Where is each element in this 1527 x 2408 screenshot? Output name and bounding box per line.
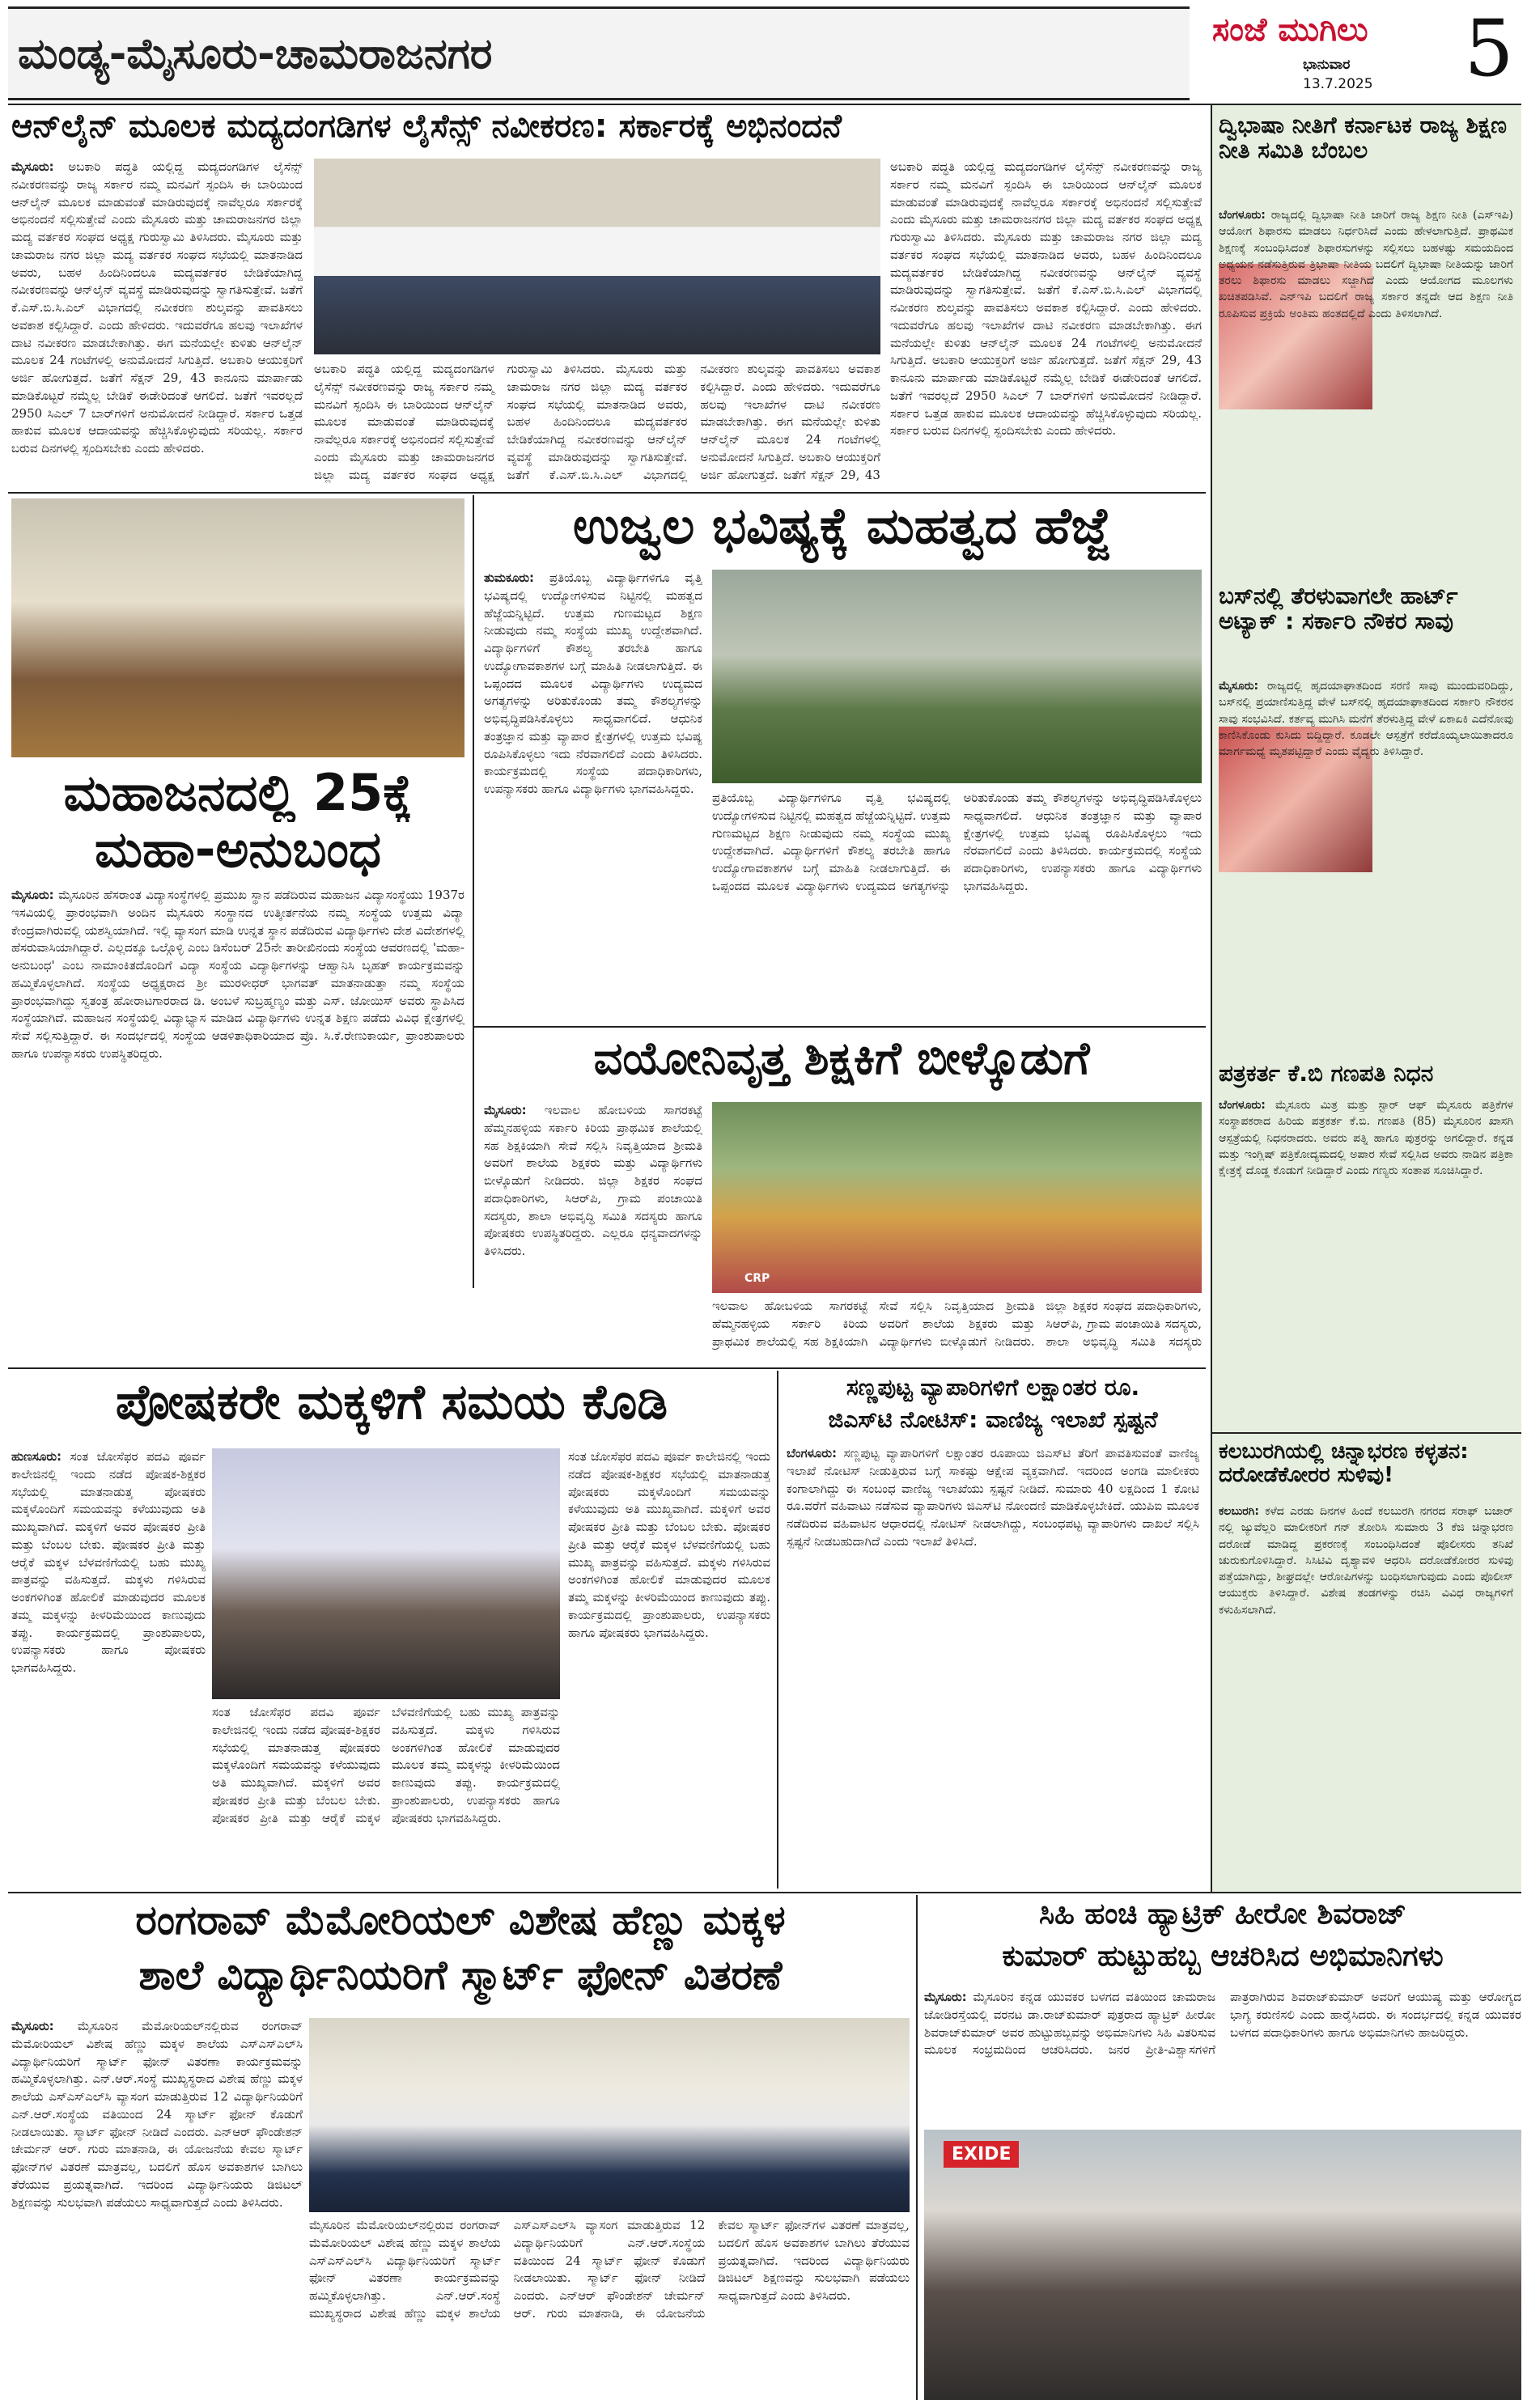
sidebar-2-body [1219,678,1513,994]
article-7-body-bottom [309,2217,910,2398]
sidebar-3-text: ಮೈಸೂರು ಮಿತ್ರ ಮತ್ತು ಸ್ಟಾರ್ ಆಫ್ ಮೈಸೂರು ಪತ್ರಿಕೆಗಳ ಸಂಸ್ಥಾಪಕರಾದ ಹಿರಿಯ ಪತ್ರಕರ್ತ ಕೆ.ಬಿ. ಗಣಪತಿ (85) ಮೈಸೂರಿನ ಖಾಸಗಿ ಆಸ್ಪತ್ರೆಯಲ್ಲಿ ನಿಧನರಾದರು. ಅವರು ಪತ್ನಿ ಹಾಗೂ ಪುತ್ರರನ್ನು ಅಗಲಿದ್ದಾರೆ. ಕನ್ನಡ ಮತ್ತು ಇಂಗ್ಲಿಷ್ ಪತ್ರಿಕೋದ್ಯಮದಲ್ಲಿ ಅಪಾರ ಸೇವೆ ಸಲ್ಲಿಸಿದ ಅವರು ನಾಡಿನ ಪತ್ರಿಕಾ ಕ್ಷೇತ್ರಕ್ಕೆ ದೊಡ್ಡ ಕೊಡುಗೆ ನೀಡಿದ್ದಾರೆ ಎಂದು ಗಣ್ಯರು ಸಂತಾಪ ಸೂಚಿಸಿದ್ದಾರೆ. [1219,1099,1513,1178]
article-1-text-right: ಅಬಕಾರಿ ಪದ್ಧತಿ ಯಲ್ಲಿದ್ದ ಮದ್ಯದಂಗಡಿಗಳ ಲೈಸೆನ್ಸ್ ನವೀಕರಣವನ್ನು ರಾಜ್ಯ ಸರ್ಕಾರ ನಮ್ಮ ಮನವಿಗೆ ಸ್ಪಂದಿಸಿ ಈ ಬಾರಿಯಿಂದ ಆನ್‌ಲೈನ್ ಮೂಲಕ ಮಾಡುವಂತೆ ಮಾಡಿರುವುದಕ್ಕೆ ನಾವೆಲ್ಲರೂ ಸರ್ಕಾರಕ್ಕೆ ಅಭಿನಂದನೆ ಸಲ್ಲಿಸುತ್ತೇವೆ ಎಂದು ಮೈಸೂರು ಮತ್ತು ಚಾಮರಾಜನಗರ ಜಿಲ್ಲಾ ಮದ್ಯ ವರ್ತಕರ ಸಂಘದ ಅಧ್ಯಕ್ಷ ಗುರುಸ್ವಾಮಿ ತಿಳಿಸಿದರು. ಮೈಸೂರು ಮತ್ತು ಚಾಮರಾಜ ನಗರ ಜಿಲ್ಲಾ ಮದ್ಯ ವರ್ತಕರ ಸಂಘದ ಸಭೆಯಲ್ಲಿ ಮಾತನಾಡಿದ ಅವರು, ಬಹಳ ಹಿಂದಿನಿಂದಲೂ ಮದ್ಯವರ್ತಕರ ಬೇಡಿಕೆಯಾಗಿದ್ದ ನವೀಕರಣವನ್ನು ಆನ್‌ಲೈನ್ ವ್ಯವಸ್ಥೆ ಮಾಡಿರುವುದನ್ನು ಸ್ವಾಗತಿಸುತ್ತೇವೆ. ಜತೆಗೆ ಕೆ.ಎಸ್.ಬಿ.ಸಿ.ಎಲ್ ವಿಭಾಗದಲ್ಲಿ ನವೀಕರಣ ಶುಲ್ಕವನ್ನು ಪಾವತಿಸಲು ಅವಕಾಶ ಕಲ್ಪಿಸಿದ್ದಾರೆ. ಎಂದು ಹೇಳಿದರು. ಇದುವರೆಗೂ ಹಲವು ಇಲಾಖೆಗಳ ದಾಟಿ ನವೀಕರಣ ಮಾಡಬೇಕಾಗಿತ್ತು. ಈಗ ಮನೆಯಲ್ಲೇ ಕುಳಿತು ಆನ್‌ಲೈನ್ ಮೂಲಕ 24 ಗಂಟೆಗಳಲ್ಲಿ ಅನುಮೋದನೆ ಸಿಗುತ್ತಿದೆ. ಅಬಕಾರಿ ಆಯುಕ್ತರಿಗೆ ಅರ್ಜಿ ಹೋಗುತ್ತದೆ. ಜತೆಗೆ ಸೆಕ್ಷನ್ 29, 43 ಕಾನೂನು ಮಾರ್ಪಾಡು ಮಾಡಿಕೊಟ್ಟರೆ ನಮ್ಮೆಲ್ಲ ಬೇಡಿಕೆ ಈಡೇರಿದಂತೆ ಆಗಲಿದೆ. ಜತೆಗೆ ಇವರಲ್ಲದೆ 2950 ಸಿಎಲ್ 7 ಬಾರ್‌ಗಳಿಗೆ ಅನುಮೋದನೆ ನೀಡಿದ್ದಾರೆ. ಸರ್ಕಾರ ಒತ್ತಡ ಹಾಕುವ ಮೂಲಕ ಆದಾಯವನ್ನು ಹೆಚ್ಚಿಸಿಕೊಳ್ಳುವುದು ಸರಿಯಲ್ಲ. ಸರ್ಕಾರ ಬರುವ ದಿನಗಳಲ್ಲಿ ಸ್ಪಂದಿಸಬೇಕು ಎಂದು ಹೇಳಿದರು. [890,159,1202,439]
rule [8,492,1206,494]
article-4-body-bottom [712,1298,1202,1361]
issue-day: ಭಾನುವಾರ [1303,57,1351,73]
article-1-body-left [11,159,303,490]
article-4-photo [712,1102,1202,1293]
article-6-dateline: ಬೆಂಗಳೂರು: [787,1446,838,1460]
article-1-body-right [890,159,1202,490]
article-5-body-left [11,1448,206,1885]
exide-sign: EXIDE [944,2141,1019,2168]
sidebar-4-body [1219,1503,1513,1885]
article-1-photo [314,159,880,354]
article-7-text: ಮೈಸೂರಿನ ಮೆಮೋರಿಯಲ್‌ನಲ್ಲಿರುವ ರಂಗರಾವ್ ಮೆಮೋರಿಯಲ್ ವಿಶೇಷ ಹೆಣ್ಣು ಮಕ್ಕಳ ಶಾಲೆಯ ಎಸ್‌ಎಸ್‌ಎಲ್‌ಸಿ ವಿದ್ಯಾರ್ಥಿನಿಯರಿಗೆ ಸ್ಮಾರ್ಟ್ ಫೋನ್ ವಿತರಣಾ ಕಾರ್ಯಕ್ರಮವನ್ನು ಹಮ್ಮಿಕೊಳ್ಳಲಾಗಿತ್ತು. ಎನ್.ಆರ್.ಸಂಸ್ಥೆ ಮುಖ್ಯಸ್ಥರಾದ ವಿಶೇಷ ಹೆಣ್ಣು ಮಕ್ಕಳ ಶಾಲೆಯ ಎಸ್‌ಎಸ್‌ಎಲ್‌ಸಿ ವ್ಯಾಸಂಗ ಮಾಡುತ್ತಿರುವ 12 ವಿದ್ಯಾರ್ಥಿನಿಯರಿಗೆ ಎನ್.ಆರ್.ಸಂಸ್ಥೆಯ ವತಿಯಿಂದ 24 ಸ್ಮಾರ್ಟ್ ಫೋನ್ ಕೊಡುಗೆ ನೀಡಲಾಯಿತು. ಸ್ಮಾರ್ಟ್ ಫೋನ್ ನೀಡಿದೆ ಎಂದರು. ಎನ್‌ಆರ್ ಫೌಂಡೇಶನ್ ಚೇರ್ಮನ್ ಆರ್. ಗುರು ಮಾತನಾಡಿ, ಈ ಯೋಜನೆಯ ಕೇವಲ ಸ್ಮಾರ್ಟ್ ಫೋನ್‌ಗಳ ವಿತರಣೆ ಮಾತ್ರವಲ್ಲ, ಬದಲಿಗೆ ಹೊಸ ಅವಕಾಶಗಳ ಬಾಗಿಲು ತೆರೆಯುವ ಪ್ರಯತ್ನವಾಗಿದೆ. ಇದರಿಂದ ವಿದ್ಯಾರ್ಥಿನಿಯರು ಡಿಜಿಟಲ್ ಶಿಕ್ಷಣವನ್ನು ಸುಲಭವಾಗಿ ಪಡೆಯಲು ಸಾಧ್ಯವಾಗುತ್ತದೆ ಎಂದು ತಿಳಿಸಿದರು. [11,2019,303,2210]
article-7-headline-line1: ರಂಗರಾವ್ ಮೆಮೋರಿಯಲ್ ವಿಶೇಷ ಹೆಣ್ಣು ಮಕ್ಕಳ [135,1898,786,1944]
article-5-text-right: ಸಂತ ಜೋಸೆಫರ ಪದವಿ ಪೂರ್ವ ಕಾಲೇಜಿನಲ್ಲಿ ಇಂದು ನಡೆದ ಪೋಷಕ-ಶಿಕ್ಷಕರ ಸಭೆಯಲ್ಲಿ ಮಾತನಾಡುತ್ತ ಪೋಷಕರು ಮಕ್ಕಳೊಂದಿಗೆ ಸಮಯವನ್ನು ಕಳೆಯುವುದು ಅತಿ ಮುಖ್ಯವಾಗಿದೆ. ಮಕ್ಕಳಿಗೆ ಅವರ ಪೋಷಕರ ಪ್ರೀತಿ ಮತ್ತು ಬೆಂಬಲ ಬೇಕು. ಪೋಷಕರ ಪ್ರೀತಿ ಮತ್ತು ಆರೈಕೆ ಮಕ್ಕಳ ಬೆಳವಣಿಗೆಯಲ್ಲಿ ಬಹು ಮುಖ್ಯ ಪಾತ್ರವನ್ನು ವಹಿಸುತ್ತದೆ. ಮಕ್ಕಳು ಗಳಿಸಿರುವ ಅಂಕಗಳಿಗಿಂತ ಹೋಲಿಕೆ ಮಾಡುವುದರ ಮೂಲಕ ತಮ್ಮ ಮಕ್ಕಳನ್ನು ಕೀಳರಿಮೆಯಿಂದ ಕಾಣುವುದು ತಪ್ಪು. ಕಾರ್ಯಕ್ರಮದಲ್ಲಿ ಪ್ರಾಂಶುಪಾಲರು, ಉಪನ್ಯಾಸಕರು ಹಾಗೂ ಪೋಷಕರು ಭಾಗವಹಿಸಿದ್ದರು. [568,1449,770,1640]
section-banner [8,6,1190,100]
sidebar-4-text: ಕಳೆದ ಎರಡು ದಿನಗಳ ಹಿಂದೆ ಕಲಬುರಗಿ ನಗರದ ಸರಾಫ್ ಬಜಾರ್ ನಲ್ಲಿ ಜ್ಯುವೆಲ್ಲರಿ ಮಾಲೀಕರಿಗೆ ಗನ್ ತೋರಿಸಿ ಸುಮಾರು 3 ಕೆಜಿ ಚಿನ್ನಾಭರಣ ದರೋಡೆ ಮಾಡಿದ್ದ ಪ್ರಕರಣಕ್ಕೆ ಸಂಬಂಧಿಸಿದಂತೆ ಪೊಲೀಸರು ತನಿಖೆ ಚುರುಕುಗೊಳಿಸಿದ್ದಾರೆ. ಸಿಸಿಟಿವಿ ದೃಶ್ಯಾವಳಿ ಆಧರಿಸಿ ದರೋಡೆಕೋರರ ಸುಳಿವು ಪತ್ತೆಯಾಗಿದ್ದು, ಶೀಘ್ರದಲ್ಲೇ ಆರೋಪಿಗಳನ್ನು ಬಂಧಿಸಲಾಗುವುದು ಎಂದು ಪೊಲೀಸ್ ಆಯುಕ್ತರು ತಿಳಿಸಿದ್ದಾರೆ. ವಿಶೇಷ ತಂಡಗಳನ್ನು ರಚಿಸಿ ವಿವಿಧ ರಾಜ್ಯಗಳಿಗೆ ಕಳುಹಿಸಲಾಗಿದೆ. [1219,1505,1513,1617]
article-7-photo [309,2018,910,2212]
article-2-dateline: ತುಮಕೂರು: [484,570,535,585]
rule [8,1892,1521,1893]
article-3-photo [11,498,464,757]
issue-date: 13.7.2025 [1303,76,1373,92]
page-number: 5 [1464,3,1514,94]
article-2-body-bottom [712,790,1202,1023]
article-2-body-left [484,570,702,1023]
masthead-logo-block [1206,6,1449,100]
article-1-text: ಅಬಕಾರಿ ಪದ್ಧತಿ ಯಲ್ಲಿದ್ದ ಮದ್ಯದಂಗಡಿಗಳ ಲೈಸೆನ್ಸ್ ನವೀಕರಣವನ್ನು ರಾಜ್ಯ ಸರ್ಕಾರ ನಮ್ಮ ಮನವಿಗೆ ಸ್ಪಂದಿಸಿ ಈ ಬಾರಿಯಿಂದ ಆನ್‌ಲೈನ್ ಮೂಲಕ ಮಾಡುವಂತೆ ಮಾಡಿರುವುದಕ್ಕೆ ನಾವೆಲ್ಲರೂ ಸರ್ಕಾರಕ್ಕೆ ಅಭಿನಂದನೆ ಸಲ್ಲಿಸುತ್ತೇವೆ ಎಂದು ಮೈಸೂರು ಮತ್ತು ಚಾಮರಾಜನಗರ ಜಿಲ್ಲಾ ಮದ್ಯ ವರ್ತಕರ ಸಂಘದ ಅಧ್ಯಕ್ಷ ಗುರುಸ್ವಾಮಿ ತಿಳಿಸಿದರು. ಮೈಸೂರು ಮತ್ತು ಚಾಮರಾಜ ನಗರ ಜಿಲ್ಲಾ ಮದ್ಯ ವರ್ತಕರ ಸಂಘದ ಸಭೆಯಲ್ಲಿ ಮಾತನಾಡಿದ ಅವರು, ಬಹಳ ಹಿಂದಿನಿಂದಲೂ ಮದ್ಯವರ್ತಕರ ಬೇಡಿಕೆಯಾಗಿದ್ದ ನವೀಕರಣವನ್ನು ಆನ್‌ಲೈನ್ ವ್ಯವಸ್ಥೆ ಮಾಡಿರುವುದನ್ನು ಸ್ವಾಗತಿಸುತ್ತೇವೆ. ಜತೆಗೆ ಕೆ.ಎಸ್.ಬಿ.ಸಿ.ಎಲ್ ವಿಭಾಗದಲ್ಲಿ ನವೀಕರಣ ಶುಲ್ಕವನ್ನು ಪಾವತಿಸಲು ಅವಕಾಶ ಕಲ್ಪಿಸಿದ್ದಾರೆ. ಎಂದು ಹೇಳಿದರು. ಇದುವರೆಗೂ ಹಲವು ಇಲಾಖೆಗಳ ದಾಟಿ ನವೀಕರಣ ಮಾಡಬೇಕಾಗಿತ್ತು. ಈಗ ಮನೆಯಲ್ಲೇ ಕುಳಿತು ಆನ್‌ಲೈನ್ ಮೂಲಕ 24 ಗಂಟೆಗಳಲ್ಲಿ ಅನುಮೋದನೆ ಸಿಗುತ್ತಿದೆ. ಅಬಕಾರಿ ಆಯುಕ್ತರಿಗೆ ಅರ್ಜಿ ಹೋಗುತ್ತದೆ. ಜತೆಗೆ ಸೆಕ್ಷನ್ 29, 43 ಕಾನೂನು ಮಾರ್ಪಾಡು ಮಾಡಿಕೊಟ್ಟರೆ ನಮ್ಮೆಲ್ಲ ಬೇಡಿಕೆ ಈಡೇರಿದಂತೆ ಆಗಲಿದೆ. ಜತೆಗೆ ಇವರಲ್ಲದೆ 2950 ಸಿಎಲ್ 7 ಬಾರ್‌ಗಳಿಗೆ ಅನುಮೋದನೆ ನೀಡಿದ್ದಾರೆ. ಸರ್ಕಾರ ಒತ್ತಡ ಹಾಕುವ ಮೂಲಕ ಆದಾಯವನ್ನು ಹೆಚ್ಚಿಸಿಕೊಳ್ಳುವುದು ಸರಿಯಲ್ಲ. ಸರ್ಕಾರ ಬರುವ ದಿನಗಳಲ್ಲಿ ಸ್ಪಂದಿಸಬೇಕು ಎಂದು ಹೇಳಿದರು. [11,159,303,456]
article-2-text-cont: ಪ್ರತಿಯೊಬ್ಬ ವಿದ್ಯಾರ್ಥಿಗಳಿಗೂ ವೃತ್ತಿ ಭವಿಷ್ಯದಲ್ಲಿ ಉದ್ಯೋಗಳಿಸುವ ನಿಟ್ಟಿನಲ್ಲಿ ಮಹತ್ವದ ಹೆಜ್ಜೆಯನ್ನಿಟ್ಟಿದೆ. ಉತ್ತಮ ಗುಣಮಟ್ಟದ ಶಿಕ್ಷಣ ನೀಡುವುದು ನಮ್ಮ ಸಂಸ್ಥೆಯ ಮುಖ್ಯ ಉದ್ದೇಶವಾಗಿದೆ. ವಿದ್ಯಾರ್ಥಿಗಳಿಗೆ ಕೌಶಲ್ಯ ತರಬೇತಿ ಹಾಗೂ ಉದ್ಯೋಗಾವಕಾಶಗಳ ಬಗ್ಗೆ ಮಾಹಿತಿ ನೀಡಲಾಗುತ್ತಿದೆ. ಈ ಒಪ್ಪಂದದ ಮೂಲಕ ವಿದ್ಯಾರ್ಥಿಗಳು ಉದ್ಯಮದ ಅಗತ್ಯಗಳನ್ನು ಅರಿತುಕೊಂಡು ತಮ್ಮ ಕೌಶಲ್ಯಗಳನ್ನು ಅಭಿವೃದ್ಧಿಪಡಿಸಿಕೊಳ್ಳಲು ಸಾಧ್ಯವಾಗಲಿದೆ. ಆಧುನಿಕ ತಂತ್ರಜ್ಞಾನ ಮತ್ತು ವ್ಯಾಪಾರ ಕ್ಷೇತ್ರಗಳಲ್ಲಿ ಉತ್ತಮ ಭವಿಷ್ಯ ರೂಪಿಸಿಕೊಳ್ಳಲು ಇದು ನೆರವಾಗಲಿದೆ ಎಂದು ತಿಳಿಸಿದರು. ಕಾರ್ಯಕ್ರಮದಲ್ಲಿ ಸಂಸ್ಥೆಯ ಪದಾಧಿಕಾರಿಗಳು, ಉಪನ್ಯಾಸಕರು ಹಾಗೂ ವಿದ್ಯಾರ್ಥಿಗಳು ಭಾಗವಹಿಸಿದ್ದರು. [712,791,1202,893]
article-6-headline-line2: ಜಿಎಸ್‌ಟಿ ನೋಟಿಸ್: ವಾಣಿಜ್ಯ ಇಲಾಖೆ ಸ್ಪಷ್ಟನೆ [828,1408,1158,1433]
sidebar-4-dateline: ಕಲಬುರಗಿ: [1219,1505,1259,1518]
article-8-headline-line1: ಸಿಹಿ ಹಂಚಿ ಹ್ಯಾಟ್ರಿಕ್ ಹೀರೋ ಶಿವರಾಜ್ [1038,1898,1407,1931]
article-1-body-bottom [314,361,880,490]
article-2-photo [712,570,1202,783]
sidebar-1-dateline: ಬೆಂಗಳೂರು: [1219,209,1266,222]
article-4-dateline: ಮೈಸೂರು: [484,1103,527,1117]
article-1-dateline: ಮೈಸೂರು: [11,159,54,174]
rule [8,1367,1206,1369]
sidebar-1-headline: ದ್ವಿಭಾಷಾ ನೀತಿಗೆ ಕರ್ನಾಟಕ ರಾಜ್ಯ ಶಿಕ್ಷಣ ನೀತಿ ಸಮಿತಿ ಬೆಂಬಲ [1219,113,1507,163]
article-3-text: ಮೈಸೂರಿನ ಹೆಸರಾಂತ ವಿದ್ಯಾಸಂಸ್ಥೆಗಳಲ್ಲಿ ಪ್ರಮುಖ ಸ್ಥಾನ ಪಡೆದಿರುವ ಮಹಾಜನ ವಿದ್ಯಾಸಂಸ್ಥೆಯು 1937ರ ಇಸವಿಯಲ್ಲಿ ಪ್ರಾರಂಭವಾಗಿ ಅಂದಿನ ಮೈಸೂರು ಸಂಸ್ಥಾನದ ಉತ್ಕೀರ್ತನೆಯ ನಮ್ಮ ಸಂಸ್ಥೆಯ ಉತ್ತಮ ವಿದ್ಯಾ ಕೇಂದ್ರವಾಗಿರುವಲ್ಲಿ ಯಶಸ್ವಿಯಾಗಿದೆ. ಇಲ್ಲಿ ವ್ಯಾಸಂಗ ಮಾಡಿ ಉನ್ನತ ಸ್ಥಾನ ಪಡೆದಿರುವ ವಿದ್ಯಾರ್ಥಿಗಳು ದೇಶ ವಿದೇಶಗಳಲ್ಲಿ ಹೆಸರುವಾಸಿಯಾಗಿದ್ದಾರೆ. ಎಲ್ಲದಕ್ಕೂ ಒಲ್ಗೊಳ್ಳಿ ಎಂಬ ಡಿಸೆಂಬರ್ 25ನೇ ತಾರೀಖಿನಂದು ಸಂಸ್ಥೆಯ ಆವರಣದಲ್ಲಿ 'ಮಹಾ-ಅನುಬಂಧ' ಎಂಬ ನಾಮಾಂಕಿತದೊಂದಿಗೆ ವಿದ್ಯಾ ಸಂಸ್ಥೆಯ ವಿದ್ಯಾರ್ಥಿಗಳನ್ನು ಆಹ್ವಾನಿಸಿ ಬೃಹತ್ ಕಾರ್ಯಕ್ರಮವನ್ನು ಹಮ್ಮಿಕೊಳ್ಳಲಾಗಿದೆ. ಸಂಸ್ಥೆಯ ಅಧ್ಯಕ್ಷರಾದ ಶ್ರೀ ಮುರಳೀಧರ್ ಭಾಗವತ್ ಮಾತನಾಡುತ್ತಾ ನಮ್ಮ ಸಂಸ್ಥೆಯ ಪ್ರಾರಂಭವಾಗಿದ್ದು ಸ್ವತಂತ್ರ ಹೋರಾಟಗಾರರಾದ ಡಿ. ಅಂಬಳೆ ಸುಬ್ರಹ್ಮಣ್ಯಂ ಮತ್ತು ಎಸ್. ಜೋಯಿಸ್ ಅವರು ಸ್ಥಾಪಿಸಿದ ಸಂಸ್ಥೆಯಾಗಿದೆ. ಮಹಾಜನ ಸಂಸ್ಥೆಯಲ್ಲಿ ವಿದ್ಯಾಭ್ಯಾಸ ಮಾಡಿದ ವಿದ್ಯಾರ್ಥಿಗಳು ಉನ್ನತ ಶಿಕ್ಷಣ ಪಡೆದು ವಿವಿಧ ಕ್ಷೇತ್ರಗಳಲ್ಲಿ ಸೇವೆ ಸಲ್ಲಿಸುತ್ತಿದ್ದಾರೆ. ಈ ಸಂದರ್ಭದಲ್ಲಿ ಸಂಸ್ಥೆಯ ಆಡಳಿತಾಧಿಕಾರಿಯಾದ ಪ್ರೊ. ಸಿ.ಕೆ.ರೇಣುಕಾರ್ಯ, ಪ್ರಾಂಶುಪಾಲರು ಹಾಗೂ ಉಪನ್ಯಾಸಕರು ಉಪಸ್ಥಿತರಿದ್ದರು. [11,888,464,1061]
sidebar-3-headline: ಪತ್ರಕರ್ತ ಕೆ.ಬಿ ಗಣಪತಿ ನಿಧನ [1219,1062,1434,1087]
article-5-dateline: ಹುಣಸೂರು: [11,1449,62,1464]
sidebar-4-headline: ಕಲಬುರಗಿಯಲ್ಲಿ ಚಿನ್ನಾಭರಣ ಕಳ್ಳತನ: ದರೋಡೆಕೋರರ ಸುಳಿವು! [1219,1440,1469,1487]
article-8-text: ಮೈಸೂರಿನ ಕನ್ನಡ ಯುವಕರ ಬಳಗದ ವತಿಯಿಂದ ಚಾಮರಾಜ ಜೋಡಿರಸ್ತೆಯಲ್ಲಿ ವರನಟ ಡಾ.ರಾಜ್‌ಕುಮಾರ್ ಪುತ್ರರಾದ ಹ್ಯಾಟ್ರಿಕ್ ಹೀರೋ ಶಿವರಾಜ್‌ಕುಮಾರ್ ಅವರ ಹುಟ್ಟುಹಬ್ಬವನ್ನು ಅಭಿಮಾನಿಗಳು ಸಿಹಿ ವಿತರಿಸುವ ಮೂಲಕ ಸಂಭ್ರಮದಿಂದ ಆಚರಿಸಿದರು. ಜನರ ಪ್ರೀತಿ-ವಿಶ್ವಾಸಗಳಿಗೆ ಪಾತ್ರರಾಗಿರುವ ಶಿವರಾಜ್‌ಕುಮಾರ್ ಅವರಿಗೆ ಆಯುಷ್ಯ ಮತ್ತು ಆರೋಗ್ಯದ ಭಾಗ್ಯ ಕರುಣಿಸಲಿ ಎಂದು ಹಾರೈಸಿದರು. ಈ ಸಂದರ್ಭದಲ್ಲಿ ಕನ್ನಡ ಯುವಕರ ಬಳಗದ ಪದಾಧಿಕಾರಿಗಳು ಹಾಗೂ ಅಭಿಮಾನಿಗಳು ಹಾಜರಿದ್ದರು. [924,1990,1521,2058]
article-5-text: ಸಂತ ಜೋಸೆಫರ ಪದವಿ ಪೂರ್ವ ಕಾಲೇಜಿನಲ್ಲಿ ಇಂದು ನಡೆದ ಪೋಷಕ-ಶಿಕ್ಷಕರ ಸಭೆಯಲ್ಲಿ ಮಾತನಾಡುತ್ತ ಪೋಷಕರು ಮಕ್ಕಳೊಂದಿಗೆ ಸಮಯವನ್ನು ಕಳೆಯುವುದು ಅತಿ ಮುಖ್ಯವಾಗಿದೆ. ಮಕ್ಕಳಿಗೆ ಅವರ ಪೋಷಕರ ಪ್ರೀತಿ ಮತ್ತು ಬೆಂಬಲ ಬೇಕು. ಪೋಷಕರ ಪ್ರೀತಿ ಮತ್ತು ಆರೈಕೆ ಮಕ್ಕಳ ಬೆಳವಣಿಗೆಯಲ್ಲಿ ಬಹು ಮುಖ್ಯ ಪಾತ್ರವನ್ನು ವಹಿಸುತ್ತದೆ. ಮಕ್ಕಳು ಗಳಿಸಿರುವ ಅಂಕಗಳಿಗಿಂತ ಹೋಲಿಕೆ ಮಾಡುವುದರ ಮೂಲಕ ತಮ್ಮ ಮಕ್ಕಳನ್ನು ಕೀಳರಿಮೆಯಿಂದ ಕಾಣುವುದು ತಪ್ಪು. ಕಾರ್ಯಕ್ರಮದಲ್ಲಿ ಪ್ರಾಂಶುಪಾಲರು, ಉಪನ್ಯಾಸಕರು ಹಾಗೂ ಪೋಷಕರು ಭಾಗವಹಿಸಿದ್ದರು. [11,1449,206,1675]
newspaper-logo: ಸಂಜೆ ಮುಗಿಲು [1212,11,1368,49]
article-7-headline-line2: ಶಾಲೆ ವಿದ್ಯಾರ್ಥಿನಿಯರಿಗೆ ಸ್ಮಾರ್ಟ್ ಫೋನ್ ವಿತರಣೆ [138,1953,783,1999]
sidebar-2-text: ರಾಜ್ಯದಲ್ಲಿ ಹೃದಯಾಘಾತದಿಂದ ಸರಣಿ ಸಾವು ಮುಂದುವರಿದಿದ್ದು, ಬಸ್‌ನಲ್ಲಿ ಪ್ರಯಾಣಿಸುತ್ತಿದ್ದ ವೇಳೆ ಬಸ್‌ನಲ್ಲಿ ಹೃದಯಾಘಾತದಿಂದ ಸರ್ಕಾರಿ ನೌಕರನ ಸಾವು ಸಂಭವಿಸಿದೆ. ಕರ್ತವ್ಯ ಮುಗಿಸಿ ಮನೆಗೆ ತೆರಳುತ್ತಿದ್ದ ವೇಳೆ ಏಕಾಏಕಿ ಎದೆನೋವು ಕಾಣಿಸಿಕೊಂಡು ಕುಸಿದು ಬಿದ್ದಿದ್ದಾರೆ. ಕೂಡಲೇ ಆಸ್ಪತ್ರೆಗೆ ಕರೆದೊಯ್ಯಲಾಯಿತಾದರೂ ಮಾರ್ಗಮಧ್ಯೆ ಮೃತಪಟ್ಟಿದ್ದಾರೆ ಎಂದು ವೈದ್ಯರು ತಿಳಿಸಿದ್ದಾರೆ. [1219,680,1513,759]
article-5-photo [212,1448,560,1699]
article-5-text-cont: ಸಂತ ಜೋಸೆಫರ ಪದವಿ ಪೂರ್ವ ಕಾಲೇಜಿನಲ್ಲಿ ಇಂದು ನಡೆದ ಪೋಷಕ-ಶಿಕ್ಷಕರ ಸಭೆಯಲ್ಲಿ ಮಾತನಾಡುತ್ತ ಪೋಷಕರು ಮಕ್ಕಳೊಂದಿಗೆ ಸಮಯವನ್ನು ಕಳೆಯುವುದು ಅತಿ ಮುಖ್ಯವಾಗಿದೆ. ಮಕ್ಕಳಿಗೆ ಅವರ ಪೋಷಕರ ಪ್ರೀತಿ ಮತ್ತು ಬೆಂಬಲ ಬೇಕು. ಪೋಷಕರ ಪ್ರೀತಿ ಮತ್ತು ಆರೈಕೆ ಮಕ್ಕಳ ಬೆಳವಣಿಗೆಯಲ್ಲಿ ಬಹು ಮುಖ್ಯ ಪಾತ್ರವನ್ನು ವಹಿಸುತ್ತದೆ. ಮಕ್ಕಳು ಗಳಿಸಿರುವ ಅಂಕಗಳಿಗಿಂತ ಹೋಲಿಕೆ ಮಾಡುವುದರ ಮೂಲಕ ತಮ್ಮ ಮಕ್ಕಳನ್ನು ಕೀಳರಿಮೆಯಿಂದ ಕಾಣುವುದು ತಪ್ಪು. ಕಾರ್ಯಕ್ರಮದಲ್ಲಿ ಪ್ರಾಂಶುಪಾಲರು, ಉಪನ್ಯಾಸಕರು ಹಾಗೂ ಪೋಷಕರು ಭಾಗವಹಿಸಿದ್ದರು. [212,1705,560,1825]
article-7-body-left [11,2018,303,2398]
article-3-headline-line2: ಮಹಾ-ಅನುಬಂಧ [94,822,382,879]
article-4-text: ಇಲವಾಲ ಹೋಬಳಿಯ ಸಾಗರಕಟ್ಟೆ ಹೆಮ್ಮನಹಳ್ಳಿಯ ಸರ್ಕಾರಿ ಕಿರಿಯ ಪ್ರಾಥಮಿಕ ಶಾಲೆಯಲ್ಲಿ ಸಹ ಶಿಕ್ಷಕಿಯಾಗಿ ಸೇವೆ ಸಲ್ಲಿಸಿ ನಿವೃತ್ತಿಯಾದ ಶ್ರೀಮತಿ ಅವರಿಗೆ ಶಾಲೆಯ ಶಿಕ್ಷಕರು ಮತ್ತು ವಿದ್ಯಾರ್ಥಿಗಳು ಬೀಳ್ಕೊಡುಗೆ ನೀಡಿದರು. ಜಿಲ್ಲಾ ಶಿಕ್ಷಕರ ಸಂಘದ ಪದಾಧಿಕಾರಿಗಳು, ಸಿಆರ್‌ಪಿ, ಗ್ರಾಮ ಪಂಚಾಯಿತಿ ಸದಸ್ಯರು, ಶಾಲಾ ಅಭಿವೃದ್ಧಿ ಸಮಿತಿ ಸದಸ್ಯರು ಹಾಗೂ ಪೋಷಕರು ಉಪಸ್ಥಿತರಿದ್ದರು. ಎಲ್ಲರೂ ಧನ್ಯವಾದಗಳನ್ನು ತಿಳಿಸಿದರು. [484,1103,702,1258]
article-3-dateline: ಮೈಸೂರು: [11,888,54,902]
article-6-headline-line1: ಸಣ್ಣಪುಟ್ಟ ವ್ಯಾಪಾರಿಗಳಿಗೆ ಲಕ್ಷಾಂತರ ರೂ. [846,1376,1140,1401]
article-6-text: ಸಣ್ಣಪುಟ್ಟ ವ್ಯಾಪಾರಿಗಳಿಗೆ ಲಕ್ಷಾಂತರ ರೂಪಾಯಿ ಜಿಎಸ್‌ಟಿ ತೆರಿಗೆ ಪಾವತಿಸುವಂತೆ ವಾಣಿಜ್ಯ ಇಲಾಖೆ ನೋಟಿಸ್ ನೀಡುತ್ತಿರುವ ಬಗ್ಗೆ ಸಾಕಷ್ಟು ಆಕ್ಷೇಪ ವ್ಯಕ್ತವಾಗಿದೆ. ಇದರಿಂದ ಅಂಗಡಿ ಮಾಲೀಕರು ಕಂಗಾಲಾಗಿದ್ದು ಈ ಸಂಬಂಧ ವಾಣಿಜ್ಯ ಇಲಾಖೆಯು ಸ್ಪಷ್ಟನೆ ನೀಡಿದೆ. ಸುಮಾರು 40 ಲಕ್ಷದಿಂದ 1 ಕೋಟಿ ರೂ.ವರೆಗೆ ವಹಿವಾಟು ನಡೆಸುವ ವ್ಯಾಪಾರಿಗಳು ಜಿಎಸ್‌ಟಿ ನೋಂದಣಿ ಮಾಡಿಕೊಳ್ಳಬೇಕಿದೆ. ಯುಪಿಐ ಮೂಲಕ ನಡೆದಿರುವ ವಹಿವಾಟಿನ ಆಧಾರದಲ್ಲಿ ನೋಟಿಸ್ ನೀಡಲಾಗಿದ್ದು, ಸಂಬಂಧಪಟ್ಟ ವ್ಯಾಪಾರಿಗಳು ದಾಖಲೆ ಸಲ್ಲಿಸಿ ಸ್ಪಷ್ಟನೆ ನೀಡಬಹುದಾಗಿದೆ ಎಂದು ಇಲಾಖೆ ತಿಳಿಸಿದೆ. [787,1446,1199,1549]
rule [473,495,474,1288]
article-2-headline: ಉಜ್ವಲ ಭವಿಷ್ಯಕ್ಕೆ ಮಹತ್ವದ ಹೆಜ್ಜೆ [572,498,1111,555]
sidebar-2-headline: ಬಸ್‌ನಲ್ಲಿ ತೆರಳುವಾಗಲೇ ಹಾರ್ಟ್ ಅಟ್ಯಾಕ್ : ಸರ್ಕಾರಿ ನೌಕರ ಸಾವು [1219,584,1458,634]
article-7-dateline: ಮೈಸೂರು: [11,2019,54,2033]
article-3-headline-line1: ಮಹಾಜನದಲ್ಲಿ 25ಕ್ಕೆ [63,765,413,822]
sidebar-1-text: ರಾಜ್ಯದಲ್ಲಿ ದ್ವಿಭಾಷಾ ನೀತಿ ಜಾರಿಗೆ ರಾಜ್ಯ ಶಿಕ್ಷಣ ನೀತಿ (ಎಸ್‌ಇಪಿ) ಆಯೋಗ ಶಿಫಾರಸು ಮಾಡಲು ನಿರ್ಧರಿಸಿದೆ ಎಂದು ಹೇಳಲಾಗುತ್ತಿದೆ. ಪ್ರಾಥಮಿಕ ಶಿಕ್ಷಣಕ್ಕೆ ಸಂಬಂಧಿಸಿದಂತೆ ಶಿಫಾರಸುಗಳನ್ನು ಸಲ್ಲಿಸಲು ಬಹಳಷ್ಟು ಸಮಯದಿಂದ ಅಧ್ಯಯನ ನಡೆಸುತ್ತಿರುವ ತ್ರಿಭಾಷಾ ನೀತಿಯ ಬದಲಿಗೆ ದ್ವಿಭಾಷಾ ನೀತಿಯನ್ನು ಜಾರಿಗೆ ತರಲು ಶಿಫಾರಸು ಮಾಡಲು ಸಜ್ಜಾಗಿದೆ ಎಂದು ಆಯೋಗದ ಮೂಲಗಳು ಖಚಿತಪಡಿಸಿವೆ. ಎನ್‌ಇಪಿ ಬದಲಿಗೆ ರಾಜ್ಯ ಸರ್ಕಾರ ತನ್ನದೇ ಆದ ಶಿಕ್ಷಣ ನೀತಿ ರೂಪಿಸುವ ಪ್ರಕ್ರಿಯೆ ಅಂತಿಮ ಹಂತದಲ್ಲಿದೆ ಎಂದು ತಿಳಿಸಲಾಗಿದೆ. [1219,209,1513,320]
article-6-body [787,1445,1199,1887]
rule [474,1026,1206,1028]
article-8-headline-line2: ಕುಮಾರ್ ಹುಟ್ಟುಹಬ್ಬ ಆಚರಿಸಿದ ಅಭಿಮಾನಿಗಳು [1002,1940,1444,1973]
article-2-text: ಪ್ರತಿಯೊಬ್ಬ ವಿದ್ಯಾರ್ಥಿಗಳಿಗೂ ವೃತ್ತಿ ಭವಿಷ್ಯದಲ್ಲಿ ಉದ್ಯೋಗಳಿಸುವ ನಿಟ್ಟಿನಲ್ಲಿ ಮಹತ್ವದ ಹೆಜ್ಜೆಯನ್ನಿಟ್ಟಿದೆ. ಉತ್ತಮ ಗುಣಮಟ್ಟದ ಶಿಕ್ಷಣ ನೀಡುವುದು ನಮ್ಮ ಸಂಸ್ಥೆಯ ಮುಖ್ಯ ಉದ್ದೇಶವಾಗಿದೆ. ವಿದ್ಯಾರ್ಥಿಗಳಿಗೆ ಕೌಶಲ್ಯ ತರಬೇತಿ ಹಾಗೂ ಉದ್ಯೋಗಾವಕಾಶಗಳ ಬಗ್ಗೆ ಮಾಹಿತಿ ನೀಡಲಾಗುತ್ತಿದೆ. ಈ ಒಪ್ಪಂದದ ಮೂಲಕ ವಿದ್ಯಾರ್ಥಿಗಳು ಉದ್ಯಮದ ಅಗತ್ಯಗಳನ್ನು ಅರಿತುಕೊಂಡು ತಮ್ಮ ಕೌಶಲ್ಯಗಳನ್ನು ಅಭಿವೃದ್ಧಿಪಡಿಸಿಕೊಳ್ಳಲು ಸಾಧ್ಯವಾಗಲಿದೆ. ಆಧುನಿಕ ತಂತ್ರಜ್ಞಾನ ಮತ್ತು ವ್ಯಾಪಾರ ಕ್ಷೇತ್ರಗಳಲ್ಲಿ ಉತ್ತಮ ಭವಿಷ್ಯ ರೂಪಿಸಿಕೊಳ್ಳಲು ಇದು ನೆರವಾಗಲಿದೆ ಎಂದು ತಿಳಿಸಿದರು. ಕಾರ್ಯಕ್ರಮದಲ್ಲಿ ಸಂಸ್ಥೆಯ ಪದಾಧಿಕಾರಿಗಳು, ಉಪನ್ಯಾಸಕರು ಹಾಗೂ ವಿದ್ಯಾರ್ಥಿಗಳು ಭಾಗವಹಿಸಿದ್ದರು. [484,570,702,796]
article-1-text-cont: ಅಬಕಾರಿ ಪದ್ಧತಿ ಯಲ್ಲಿದ್ದ ಮದ್ಯದಂಗಡಿಗಳ ಲೈಸೆನ್ಸ್ ನವೀಕರಣವನ್ನು ರಾಜ್ಯ ಸರ್ಕಾರ ನಮ್ಮ ಮನವಿಗೆ ಸ್ಪಂದಿಸಿ ಈ ಬಾರಿಯಿಂದ ಆನ್‌ಲೈನ್ ಮೂಲಕ ಮಾಡುವಂತೆ ಮಾಡಿರುವುದಕ್ಕೆ ನಾವೆಲ್ಲರೂ ಸರ್ಕಾರಕ್ಕೆ ಅಭಿನಂದನೆ ಸಲ್ಲಿಸುತ್ತೇವೆ ಎಂದು ಮೈಸೂರು ಮತ್ತು ಚಾಮರಾಜನಗರ ಜಿಲ್ಲಾ ಮದ್ಯ ವರ್ತಕರ ಸಂಘದ ಅಧ್ಯಕ್ಷ ಗುರುಸ್ವಾಮಿ ತಿಳಿಸಿದರು. ಮೈಸೂರು ಮತ್ತು ಚಾಮರಾಜ ನಗರ ಜಿಲ್ಲಾ ಮದ್ಯ ವರ್ತಕರ ಸಂಘದ ಸಭೆಯಲ್ಲಿ ಮಾತನಾಡಿದ ಅವರು, ಬಹಳ ಹಿಂದಿನಿಂದಲೂ ಮದ್ಯವರ್ತಕರ ಬೇಡಿಕೆಯಾಗಿದ್ದ ನವೀಕರಣವನ್ನು ಆನ್‌ಲೈನ್ ವ್ಯವಸ್ಥೆ ಮಾಡಿರುವುದನ್ನು ಸ್ವಾಗತಿಸುತ್ತೇವೆ. ಜತೆಗೆ ಕೆ.ಎಸ್.ಬಿ.ಸಿ.ಎಲ್ ವಿಭಾಗದಲ್ಲಿ ನವೀಕರಣ ಶುಲ್ಕವನ್ನು ಪಾವತಿಸಲು ಅವಕಾಶ ಕಲ್ಪಿಸಿದ್ದಾರೆ. ಎಂದು ಹೇಳಿದರು. ಇದುವರೆಗೂ ಹಲವು ಇಲಾಖೆಗಳ ದಾಟಿ ನವೀಕರಣ ಮಾಡಬೇಕಾಗಿತ್ತು. ಈಗ ಮನೆಯಲ್ಲೇ ಕುಳಿತು ಆನ್‌ಲೈನ್ ಮೂಲಕ 24 ಗಂಟೆಗಳಲ್ಲಿ ಅನುಮೋದನೆ ಸಿಗುತ್ತಿದೆ. ಅಬಕಾರಿ ಆಯುಕ್ತರಿಗೆ ಅರ್ಜಿ ಹೋಗುತ್ತದೆ. ಜತೆಗೆ ಸೆಕ್ಷನ್ 29, 43 [314,362,880,482]
article-8-body [924,1989,1521,2123]
article-1-headline: ಆನ್‌ಲೈನ್ ಮೂಲಕ ಮದ್ಯದಂಗಡಿಗಳ ಲೈಸೆನ್ಸ್ ನವೀಕರಣ: ಸರ್ಕಾರಕ್ಕೆ ಅಭಿನಂದನೆ [11,108,842,145]
section-title: ಮಂಡ್ಯ-ಮೈಸೂರು-ಚಾಮರಾಜನಗರ [18,30,493,78]
article-3-body [11,887,464,1363]
sidebar-3-body [1219,1097,1513,1445]
article-8-photo [924,2130,1521,2400]
crp-label: CRP [744,1272,770,1285]
sidebar-3-dateline: ಬೆಂಗಳೂರು: [1219,1099,1266,1112]
article-5-body-right [568,1448,770,1885]
rule [916,1895,918,2400]
article-4-headline: ವಯೋನಿವೃತ್ತ ಶಿಕ್ಷಕಿಗೆ ಬೀಳ್ಕೊಡುಗೆ [593,1034,1090,1085]
rule [777,1371,778,1889]
article-4-body-left [484,1102,702,1361]
article-5-body-mid [212,1704,560,1885]
article-4-text-cont: ಇಲವಾಲ ಹೋಬಳಿಯ ಸಾಗರಕಟ್ಟೆ ಹೆಮ್ಮನಹಳ್ಳಿಯ ಸರ್ಕಾರಿ ಕಿರಿಯ ಪ್ರಾಥಮಿಕ ಶಾಲೆಯಲ್ಲಿ ಸಹ ಶಿಕ್ಷಕಿಯಾಗಿ ಸೇವೆ ಸಲ್ಲಿಸಿ ನಿವೃತ್ತಿಯಾದ ಶ್ರೀಮತಿ ಅವರಿಗೆ ಶಾಲೆಯ ಶಿಕ್ಷಕರು ಮತ್ತು ವಿದ್ಯಾರ್ಥಿಗಳು ಬೀಳ್ಕೊಡುಗೆ ನೀಡಿದರು. ಜಿಲ್ಲಾ ಶಿಕ್ಷಕರ ಸಂಘದ ಪದಾಧಿಕಾರಿಗಳು, ಸಿಆರ್‌ಪಿ, ಗ್ರಾಮ ಪಂಚಾಯಿತಿ ಸದಸ್ಯರು, ಶಾಲಾ ಅಭಿವೃದ್ಧಿ ಸಮಿತಿ ಸದಸ್ಯರು [712,1299,1202,1349]
sidebar-1-body [1219,207,1513,579]
article-8-dateline: ಮೈಸೂರು: [924,1990,967,2004]
article-5-headline: ಪೋಷಕರೇ ಮಕ್ಕಳಿಗೆ ಸಮಯ ಕೊಡಿ [115,1376,668,1431]
article-7-text-cont: ಮೈಸೂರಿನ ಮೆಮೋರಿಯಲ್‌ನಲ್ಲಿರುವ ರಂಗರಾವ್ ಮೆಮೋರಿಯಲ್ ವಿಶೇಷ ಹೆಣ್ಣು ಮಕ್ಕಳ ಶಾಲೆಯ ಎಸ್‌ಎಸ್‌ಎಲ್‌ಸಿ ವಿದ್ಯಾರ್ಥಿನಿಯರಿಗೆ ಸ್ಮಾರ್ಟ್ ಫೋನ್ ವಿತರಣಾ ಕಾರ್ಯಕ್ರಮವನ್ನು ಹಮ್ಮಿಕೊಳ್ಳಲಾಗಿತ್ತು. ಎನ್.ಆರ್.ಸಂಸ್ಥೆ ಮುಖ್ಯಸ್ಥರಾದ ವಿಶೇಷ ಹೆಣ್ಣು ಮಕ್ಕಳ ಶಾಲೆಯ ಎಸ್‌ಎಸ್‌ಎಲ್‌ಸಿ ವ್ಯಾಸಂಗ ಮಾಡುತ್ತಿರುವ 12 ವಿದ್ಯಾರ್ಥಿನಿಯರಿಗೆ ಎನ್.ಆರ್.ಸಂಸ್ಥೆಯ ವತಿಯಿಂದ 24 ಸ್ಮಾರ್ಟ್ ಫೋನ್ ಕೊಡುಗೆ ನೀಡಲಾಯಿತು. ಸ್ಮಾರ್ಟ್ ಫೋನ್ ನೀಡಿದೆ ಎಂದರು. ಎನ್‌ಆರ್ ಫೌಂಡೇಶನ್ ಚೇರ್ಮನ್ ಆರ್. ಗುರು ಮಾತನಾಡಿ, ಈ ಯೋಜನೆಯ ಕೇವಲ ಸ್ಮಾರ್ಟ್ ಫೋನ್‌ಗಳ ವಿತರಣೆ ಮಾತ್ರವಲ್ಲ, ಬದಲಿಗೆ ಹೊಸ ಅವಕಾಶಗಳ ಬಾಗಿಲು ತೆರೆಯುವ ಪ್ರಯತ್ನವಾಗಿದೆ. ಇದರಿಂದ ವಿದ್ಯಾರ್ಥಿನಿಯರು ಡಿಜಿಟಲ್ ಶಿಕ್ಷಣವನ್ನು ಸುಲಭವಾಗಿ ಪಡೆಯಲು ಸಾಧ್ಯವಾಗುತ್ತದೆ ಎಂದು ತಿಳಿಸಿದರು. [309,2218,910,2321]
sidebar-2-dateline: ಮೈಸೂರು: [1219,680,1259,693]
rule [1211,1432,1521,1434]
